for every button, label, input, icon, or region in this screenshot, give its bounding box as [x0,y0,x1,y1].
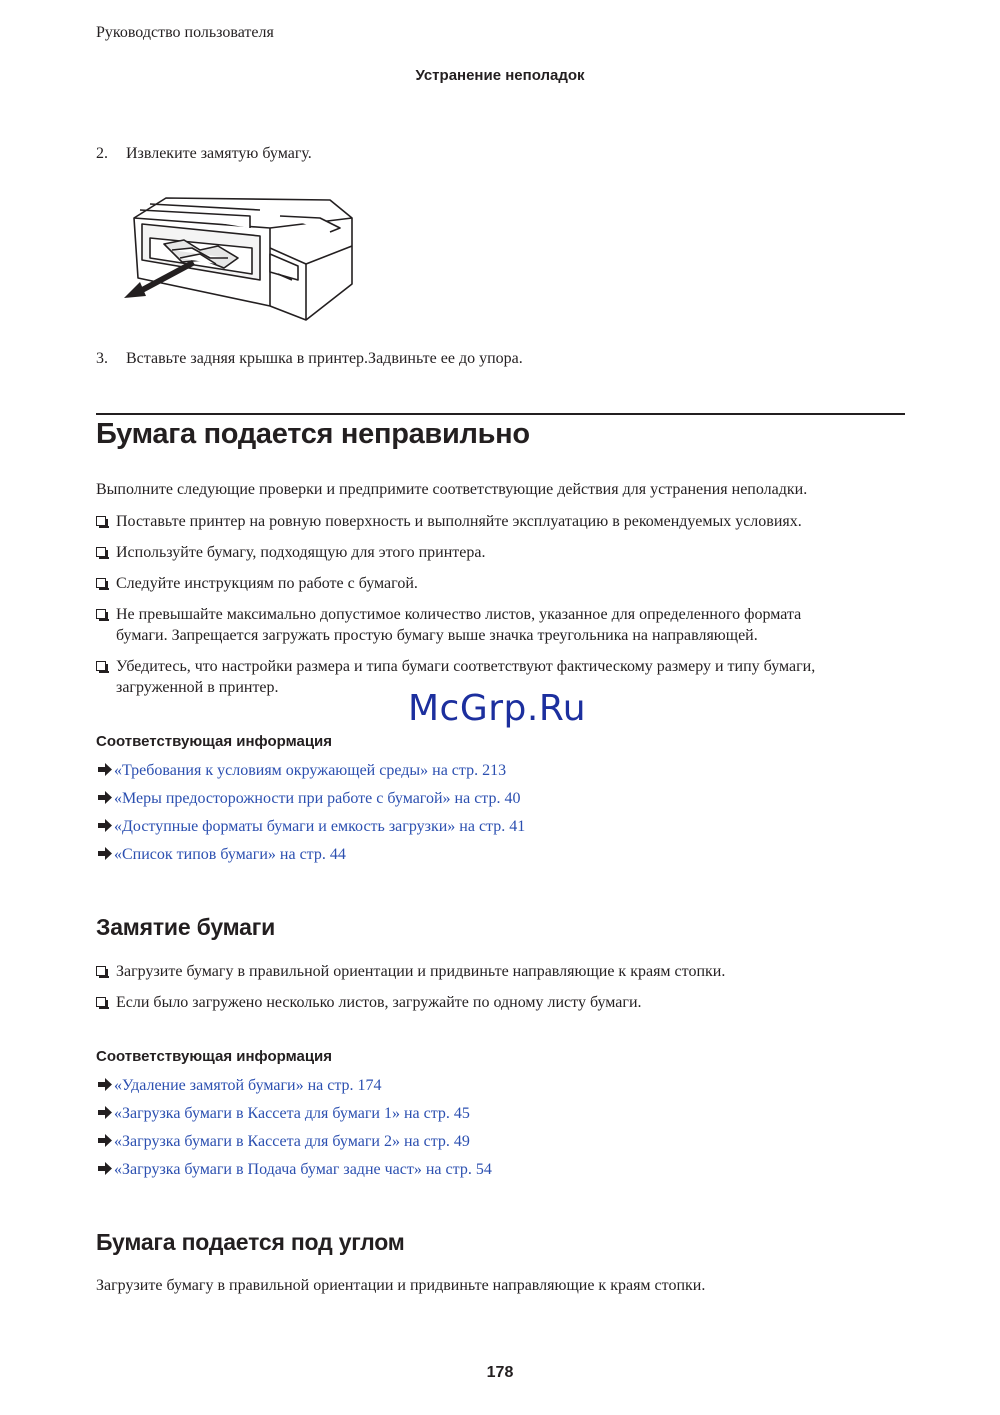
related-link[interactable]: «Загрузка бумаги в Кассета для бумаги 1» на стр. 45 [96,1105,470,1123]
watermark: McGrp.Ru [408,688,587,729]
step-number: 2. [96,145,108,162]
step-number: 3. [96,350,108,367]
related-link[interactable]: «Загрузка бумаги в Кассета для бумаги 2» на стр. 49 [96,1133,470,1151]
related-info-heading: Соответствующая информация [96,733,333,750]
list-item: Используйте бумагу, подходящую для этого принтера. [96,542,906,563]
heading-paper-skewed: Бумага подается под углом [96,1229,405,1255]
heading-paper-feed-incorrect: Бумага подается неправильно [96,418,530,450]
list-item: Не превышайте максимально допустимое количество листов, указанное для определенного формата бумаги. Запрещается загружать простую бумагу выше значка треугольника на направляющей. [96,604,906,646]
related-link[interactable]: «Загрузка бумаги в Подача бумаг задне част» на стр. 54 [96,1161,492,1179]
arrow-right-icon [96,1078,114,1091]
section-title: Устранение неполадок [415,67,585,84]
arrow-right-icon [96,791,114,804]
related-link[interactable]: «Удаление замятой бумаги» на стр. 174 [96,1077,382,1095]
heading-paper-jam: Замятие бумаги [96,914,276,940]
checkbox-bullet-icon [96,997,106,1007]
checkbox-bullet-icon [96,661,106,671]
related-link[interactable]: «Меры предосторожности при работе с бумагой» на стр. 40 [96,790,520,808]
page-number: 178 [486,1364,514,1381]
checkbox-bullet-icon [96,578,106,588]
arrow-right-icon [96,1134,114,1147]
related-link[interactable]: «Требования к условиям окружающей среды» на стр. 213 [96,762,506,780]
arrow-right-icon [96,847,114,860]
arrow-right-icon [96,763,114,776]
checkbox-bullet-icon [96,966,106,976]
related-link[interactable]: «Доступные форматы бумаги и емкость загрузки» на стр. 41 [96,818,525,836]
list-item: Следуйте инструкциям по работе с бумагой. [96,573,906,594]
heading-rule [96,413,905,415]
step-text: Вставьте задняя крышка в принтер.Задвиньте ее до упора. [126,350,523,367]
step-2 [96,145,312,163]
printer-paper-jam-illustration [120,188,360,328]
arrow-right-icon [96,819,114,832]
list-item: Если было загружено несколько листов, загружайте по одному листу бумаги. [96,992,906,1013]
list-item: Поставьте принтер на ровную поверхность и выполняйте эксплуатацию в рекомендуемых условиях. [96,511,906,532]
list-item: Убедитесь, что настройки размера и типа бумаги соответствуют фактическому размеру и типу бумаги, загруженной в принтер. [96,656,906,698]
related-link[interactable]: «Список типов бумаги» на стр. 44 [96,846,346,864]
skew-paragraph: Загрузите бумагу в правильной ориентации и придвиньте направляющие к краям стопки. [96,1277,706,1294]
checkbox-bullet-icon [96,547,106,557]
checkbox-bullet-icon [96,609,106,619]
related-info-heading: Соответствующая информация [96,1048,333,1065]
list-item: Загрузите бумагу в правильной ориентации и придвиньте направляющие к краям стопки. [96,961,906,982]
arrow-right-icon [96,1106,114,1119]
step-text: Извлеките замятую бумагу. [126,145,312,162]
checkbox-bullet-icon [96,516,106,526]
arrow-right-icon [96,1162,114,1175]
running-title: Руководство пользователя [96,24,274,41]
step-3 [96,350,523,368]
intro-paragraph: Выполните следующие проверки и предпримите соответствующие действия для устранения неполадки. [96,481,808,498]
